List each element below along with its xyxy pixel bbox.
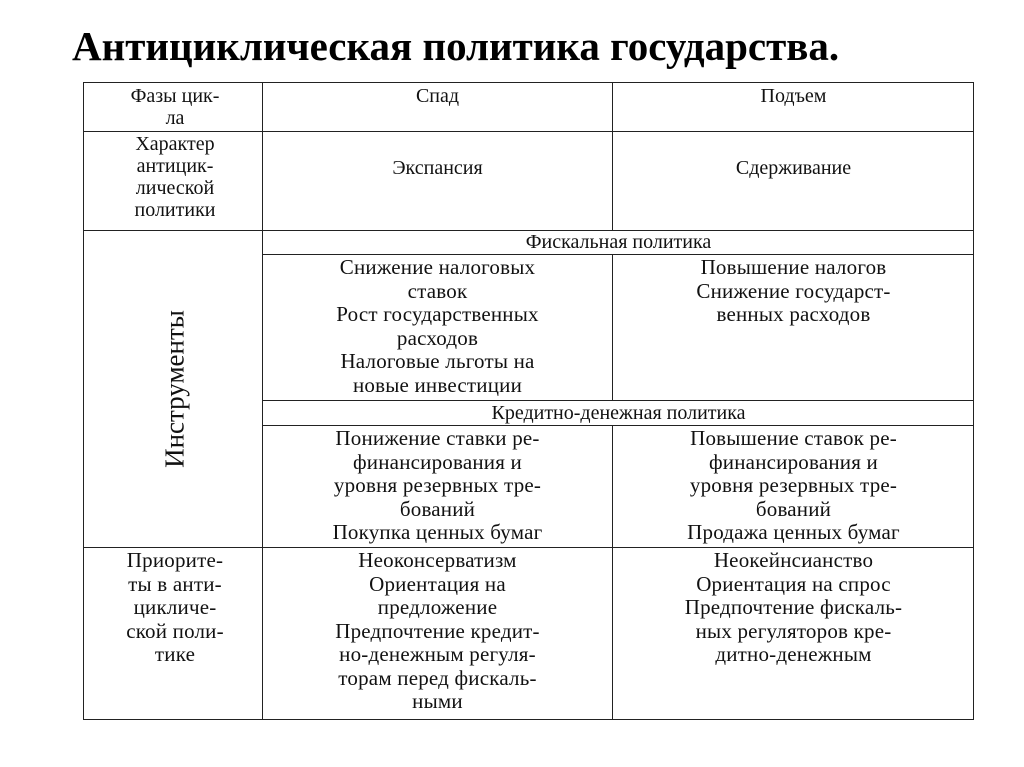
fiscal-boom-cell bbox=[613, 256, 974, 327]
monetary-boom-line: бований bbox=[755, 496, 832, 521]
priorities-recession-line: но-денежным регуля- bbox=[339, 642, 536, 666]
priorities-boom-line: ных регуляторов кре- bbox=[695, 618, 892, 643]
character-label-cell bbox=[88, 133, 262, 221]
priorities-boom-line: Ориентация на спрос bbox=[696, 571, 891, 596]
priorities-recession-line: предложение bbox=[377, 595, 498, 619]
monetary-recession-line: Понижение ставки ре- bbox=[335, 426, 540, 450]
character-boom-cell bbox=[613, 157, 974, 179]
priorities-boom-line: Предпочтение фискаль- bbox=[684, 595, 903, 619]
monetary-boom-line: Повышение ставок ре- bbox=[690, 426, 897, 450]
priorities-boom-cell bbox=[613, 549, 974, 667]
monetary-recession-line: финансирования и bbox=[353, 449, 522, 474]
priorities-label-line: цикличе- bbox=[133, 595, 217, 619]
fiscal-boom-line: Повышение налогов bbox=[700, 255, 887, 279]
priorities-label-line: ты в анти- bbox=[128, 571, 222, 596]
priorities-boom-line: Неокейнсианство bbox=[713, 548, 874, 572]
monetary-boom-cell bbox=[613, 427, 974, 545]
fiscal-boom-line: венных расходов bbox=[716, 302, 871, 326]
row-divider-header bbox=[83, 131, 974, 132]
header-phases-line: ла bbox=[165, 107, 185, 129]
priorities-recession-cell bbox=[263, 549, 612, 714]
fiscal-boom-line: Снижение государст- bbox=[696, 278, 891, 303]
monetary-recession-line: бований bbox=[399, 496, 476, 521]
instruments-label-cell bbox=[88, 232, 262, 545]
monetary-recession-cell bbox=[263, 427, 612, 545]
character-label-line: лической bbox=[135, 177, 215, 199]
priorities-label-line: ской поли- bbox=[126, 618, 224, 643]
character-recession: Экспансия bbox=[392, 157, 483, 179]
priorities-recession-line: Ориентация на bbox=[369, 571, 506, 596]
character-boom: Сдерживание bbox=[735, 157, 852, 179]
fiscal-recession-line: Налоговые льготы на bbox=[340, 349, 535, 373]
slide-title: Антициклическая политика государства. bbox=[72, 23, 840, 69]
fiscal-recession-line: Рост государственных bbox=[336, 302, 539, 326]
fiscal-recession-line: ставок bbox=[407, 278, 468, 303]
divider-fiscal-body bbox=[262, 400, 974, 401]
priorities-boom-line: дитно-денежным bbox=[715, 642, 872, 666]
character-label-line: антицик- bbox=[136, 155, 214, 177]
priorities-recession-line: Неоконсерватизм bbox=[358, 548, 517, 572]
fiscal-recession-line: Снижение налоговых bbox=[339, 255, 536, 279]
priorities-label-line: Приорите- bbox=[126, 548, 224, 572]
monetary-heading-cell bbox=[263, 402, 974, 424]
priorities-recession-line: Предпочтение кредит- bbox=[335, 618, 540, 643]
fiscal-recession-line: расходов bbox=[396, 325, 479, 350]
monetary-boom-line: Продажа ценных бумаг bbox=[687, 520, 900, 544]
fiscal-recession-cell bbox=[263, 256, 612, 397]
header-boom-cell bbox=[613, 85, 974, 107]
fiscal-heading-cell bbox=[263, 231, 974, 253]
header-phases-cell bbox=[88, 85, 262, 129]
instruments-label: Инструменты bbox=[159, 309, 190, 468]
fiscal-recession-line: новые инвестиции bbox=[352, 372, 523, 397]
priorities-label-cell bbox=[88, 549, 262, 667]
character-recession-cell bbox=[263, 157, 612, 179]
priorities-label-line: тике bbox=[154, 642, 196, 666]
header-phases-line: Фазы цик- bbox=[130, 85, 220, 107]
monetary-boom-line: финансирования и bbox=[709, 449, 878, 474]
monetary-heading: Кредитно-денежная политика bbox=[491, 402, 746, 424]
monetary-recession-line: Покупка ценных бумаг bbox=[332, 520, 543, 544]
header-recession: Спад bbox=[415, 85, 460, 107]
header-recession-cell bbox=[263, 85, 612, 107]
priorities-recession-line: торам перед фискаль- bbox=[338, 665, 537, 690]
priorities-recession-line: ными bbox=[412, 689, 463, 713]
header-boom: Подъем bbox=[760, 85, 827, 107]
character-label-line: политики bbox=[134, 199, 216, 221]
monetary-recession-line: уровня резервных тре- bbox=[333, 473, 542, 497]
monetary-boom-line: уровня резервных тре- bbox=[689, 473, 898, 497]
fiscal-heading: Фискальная политика bbox=[525, 231, 712, 253]
character-label-line: Характер bbox=[135, 133, 215, 155]
